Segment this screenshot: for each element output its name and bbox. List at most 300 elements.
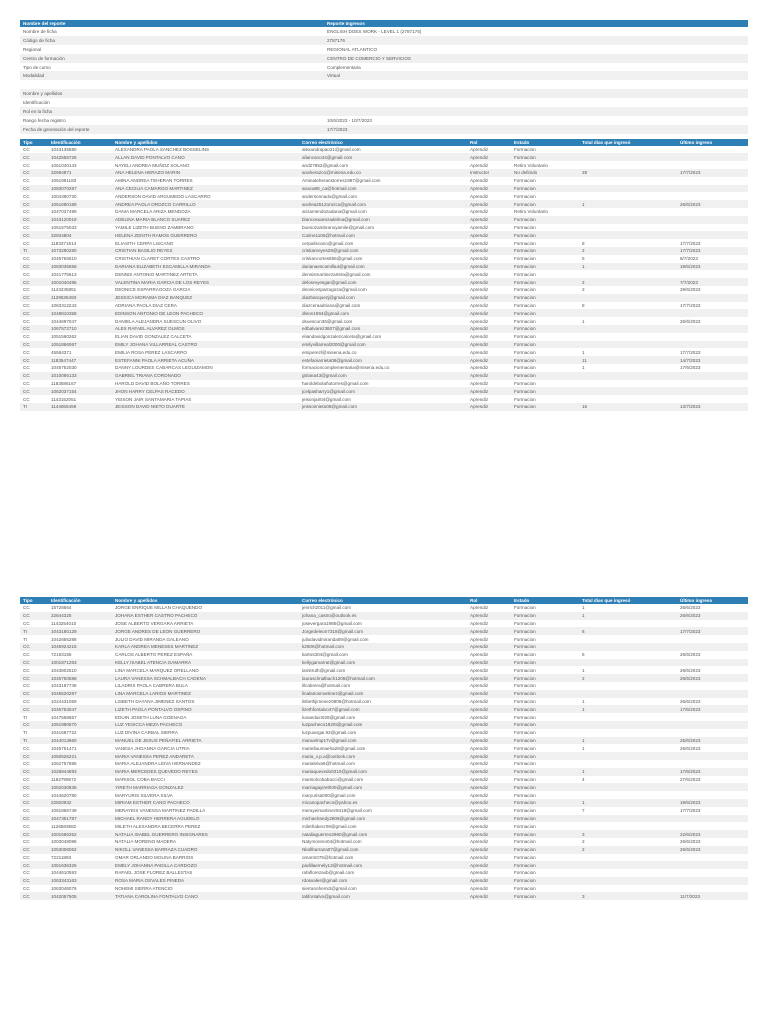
table-cell: 17/7/2023 — [680, 303, 701, 309]
table-cell: 1045765610 — [51, 256, 77, 262]
table-cell — [579, 760, 677, 768]
table-cell: Aprendiz — [467, 372, 511, 380]
table-cell: 3 — [579, 830, 677, 838]
table-cell: MARIA ALEJANDRA LEIVA HERNANDEZ — [115, 761, 201, 767]
table-cell: CC — [20, 674, 48, 682]
table-cell: HELENA ZENITH RAMOS GUERRERO — [112, 231, 299, 239]
table-cell: Formacion — [514, 193, 536, 199]
table-cell: 7/7/2023 — [677, 278, 748, 286]
table-cell: Aprendiz — [467, 846, 511, 854]
table-cell: anaherazo1@misena.edu.co — [299, 169, 467, 177]
table-cell: 1144065459 — [48, 403, 112, 411]
table-cell: Aprendiz — [470, 240, 489, 246]
table-cell: CC — [23, 380, 30, 386]
table-cell: 26/6/2023 — [680, 698, 701, 704]
table-cell: Aprendiz — [467, 861, 511, 869]
table-row — [20, 153, 748, 161]
table-cell — [677, 620, 748, 628]
table-cell: LINA MARCELA LARIOS MARTINEZ — [112, 690, 299, 698]
table-cell: Formacion — [511, 294, 579, 302]
table-cell: CC — [23, 147, 30, 153]
table-cell: DENNIS ANTONIO MARTINEZ ARTETA — [115, 271, 198, 277]
table-cell: DANIELA ALEJANDRA SUESCUN OLIVO — [115, 318, 202, 324]
table-cell: 1063312243 — [51, 303, 77, 309]
table-cell — [677, 294, 748, 302]
table-cell: anaca88_ca@hotmail.com — [299, 185, 467, 193]
table-cell: CC — [20, 341, 48, 349]
table-cell: 17/7/2023 — [677, 169, 748, 177]
table-cell: 1 — [582, 745, 585, 751]
table-cell: luzpuangai.93@gmail.com — [302, 730, 357, 736]
table-cell: DANNY LOURDES CABARCAS LEGUIZAMON — [115, 365, 213, 371]
table-row — [20, 403, 748, 411]
table-cell: CC — [20, 185, 48, 193]
meta-value: Complementaria — [327, 64, 361, 70]
table-cell: Aprendiz — [467, 356, 511, 364]
table-cell: 1062757685 — [51, 761, 77, 767]
table-row — [20, 192, 748, 200]
table-cell: Aprendiz — [467, 737, 511, 745]
table-cell: Formacion — [514, 730, 536, 736]
table-row — [20, 838, 748, 846]
table-cell: 19/6/2023 — [677, 263, 748, 271]
table-cell: marriagayireth00@gmail.com — [299, 783, 467, 791]
table-cell: 1183547447 — [48, 356, 112, 364]
table-cell: 26/6/2023 — [680, 667, 701, 673]
table-cell: Formacion — [514, 287, 536, 293]
table-cell: 1026844893 — [48, 768, 112, 776]
table-cell: josevergara1985@gmail.com — [302, 620, 362, 626]
table-cell — [579, 177, 677, 185]
table-row — [20, 380, 748, 388]
table-cell: Aprendiz — [470, 792, 489, 798]
table-row — [20, 278, 748, 286]
column-header: Último ingreso — [677, 597, 748, 604]
table-cell: JORGE ENRIQUE MILLAN CHAQUENDO — [115, 605, 203, 611]
table-cell: YEISON JAIR SANTAMARIA TAPIAS — [115, 396, 192, 402]
table-cell — [677, 387, 748, 395]
table-cell: Aprendiz — [470, 287, 489, 293]
table-cell — [677, 854, 748, 862]
table-cell — [579, 294, 677, 302]
table-cell: Aprendiz — [467, 721, 511, 729]
table-cell: Aprendiz — [470, 178, 489, 184]
table-row — [20, 208, 748, 216]
table-cell: luzpacheco1820t@gmail.com — [299, 721, 467, 729]
meta-label: Código de ficha — [23, 37, 55, 43]
table-cell: Aprendiz — [470, 652, 489, 658]
table-cell: cerpaliscano@gmail.com — [302, 240, 354, 246]
table-row — [20, 255, 748, 263]
table-cell: Natymoreno04@hotmail.com — [302, 839, 362, 845]
table-cell: ANDREA PAOLA OROZCO CARRILLO — [112, 200, 299, 208]
table-cell — [677, 729, 748, 737]
table-cell: Aprendiz — [470, 605, 489, 611]
table-cell: 8/7/2023 — [680, 256, 698, 262]
table-cell: mariellaumaeha28@gmail.com — [302, 745, 366, 751]
table-cell: CC — [20, 216, 48, 224]
table-cell: CC — [20, 690, 48, 698]
column-header: Tipo — [20, 597, 48, 604]
table-cell: 1051866067 — [48, 341, 112, 349]
table-cell: YAMILE LIZETH BUENO ZAMBRANO — [115, 225, 194, 231]
table-cell: Formacion — [511, 674, 579, 682]
table-cell: Formacion — [514, 792, 536, 798]
table-cell: Formacion — [511, 325, 579, 333]
table-cell: DARIANA ELIZABETH ESCAMILLA MIRANDA — [112, 263, 299, 271]
table-cell: 1051866749 — [51, 808, 77, 814]
table-cell: andrea2512orozco@gmail.com — [299, 200, 467, 208]
table-row — [20, 659, 748, 667]
table-cell: Aprendiz — [467, 294, 511, 302]
table-cell: 26/6/2023 — [677, 846, 748, 854]
table-row — [20, 177, 748, 185]
table-row — [20, 768, 748, 776]
table-cell: maria_v.p.a@outlook.com — [299, 752, 467, 760]
table-cell: 26/6/2023 — [680, 745, 701, 751]
table-cell: Aminateheranstorres1987@gmail.com — [302, 178, 381, 184]
table-row — [20, 690, 748, 698]
table-cell: EMILY JOHANA VILLARREAL CASTRO — [112, 341, 299, 349]
table-cell: MARISOL COBA BACCI — [115, 776, 165, 782]
table-cell: MANUEL DE JESUS PEÑAFIEL ARRIETA — [112, 737, 299, 745]
table-cell: gtriana43@gmail.com — [299, 372, 467, 380]
table-cell — [677, 380, 748, 388]
table-cell: 1045753047 — [48, 705, 112, 713]
table-cell: Aprendiz — [467, 341, 511, 349]
table-cell: alexandrapao21@gmail.com — [302, 147, 361, 153]
table-cell: JESSICA MORAIMA DIAZ BANQUEZ — [112, 294, 299, 302]
table-cell: Formacion — [511, 372, 579, 380]
table-cell: CC — [20, 799, 48, 807]
table-cell: arizamendozadana@gmail.com — [302, 209, 367, 215]
table-cell: Formacion — [511, 799, 579, 807]
table-cell: CC — [23, 396, 30, 402]
table-cell: Aprendiz — [470, 349, 489, 355]
table-cell: LUZ DIVINA CARBAL SIERRA — [115, 730, 178, 736]
table-cell: 13/7/2023 — [677, 403, 748, 411]
table-cell: marisolcobabacci@gmail.com — [302, 776, 364, 782]
table-cell: Aprendiz — [470, 730, 489, 736]
table-cell: 26/6/2023 — [677, 200, 748, 208]
table-cell: kellygamarrat@gmail.com — [299, 659, 467, 667]
report-meta-block — [20, 27, 748, 134]
table-cell: CC — [23, 162, 30, 168]
meta-value: CENTRO DE COMERCIO Y SERVICIOS — [327, 55, 411, 61]
table-cell: Aprendiz — [467, 278, 511, 286]
table-cell: linalariosmartinez@gmail.com — [299, 690, 467, 698]
table-cell: Aprendiz — [467, 799, 511, 807]
table-cell: ALEXANDRA PAOLA SANCHEZ BOSSELINS — [115, 147, 210, 153]
table-cell: CC — [20, 783, 48, 791]
table-cell: VANESA JHOANNA GARCIA UTRIA — [115, 745, 190, 751]
table-cell: CRISTHIAN CLARET CORTES CASTRO — [115, 256, 200, 262]
table-cell: CARLOS ALBERTO PEREZ ESPAÑA — [115, 652, 193, 658]
table-cell: lamitruth@gmail.com — [302, 667, 346, 673]
table-cell: CC — [23, 209, 30, 215]
table-cell: Formacion — [511, 153, 579, 161]
table-cell: CC — [20, 768, 48, 776]
table-cell: Formacion — [514, 667, 536, 673]
table-cell: blancosuarezadelina@gmail.com — [299, 216, 467, 224]
table-cell: jeissonnieto08@gmail.com — [299, 403, 467, 411]
table-cell: edbalvarez3607@gmail.com — [299, 325, 467, 333]
table-cell: 25/6/2023 — [677, 737, 748, 745]
column-header: Rol — [467, 597, 511, 604]
table-cell: CC — [20, 861, 48, 869]
table-cell — [677, 192, 748, 200]
table-cell: Aprendiz — [470, 271, 489, 277]
table-cell: Aprendiz — [470, 636, 489, 642]
table-cell: Aprendiz — [467, 153, 511, 161]
table-cell: and27852@gmail.com — [302, 162, 349, 168]
report-header-bar — [20, 20, 748, 27]
table-cell: Formacion — [514, 605, 536, 611]
table-row — [20, 161, 748, 169]
table-row — [20, 270, 748, 278]
table-cell: Aprendiz — [470, 365, 489, 371]
table-cell — [677, 325, 748, 333]
meta-value: 10/6/2023 - 10/7/2023 — [327, 117, 372, 123]
table-cell — [579, 783, 677, 791]
table-cell: Aprendiz — [470, 318, 489, 324]
table-cell: Formacion — [514, 745, 536, 751]
table-row — [20, 885, 748, 893]
column-header: Correo electrónico — [299, 597, 467, 604]
table-cell — [677, 815, 748, 823]
table-cell: Aprendiz — [467, 185, 511, 193]
table-cell: Formacion — [511, 341, 579, 349]
table-row — [20, 395, 748, 403]
table-cell: Aprendiz — [467, 659, 511, 667]
table-cell: NATALIA MORENO MADERA — [115, 839, 177, 845]
table-cell — [677, 208, 748, 216]
table-cell: 7 — [582, 808, 585, 814]
table-cell: 1041687722 — [51, 730, 77, 736]
table-row — [20, 721, 748, 729]
table-cell — [677, 224, 748, 232]
table-row — [20, 286, 748, 294]
meta-value: ENGLISH DOES WORK - LEVEL 1 (2787176) — [327, 28, 422, 34]
table-row — [20, 325, 748, 333]
table-cell — [579, 620, 677, 628]
meta-label: Fecha de generación del reporte — [23, 126, 90, 132]
table-cell — [579, 192, 677, 200]
table-cell — [677, 877, 748, 885]
column-header: Estado — [511, 597, 579, 604]
table-cell: CC — [23, 178, 30, 184]
table-cell: TATIANA CAROLINA FONTALVO CANO — [112, 892, 299, 900]
table-cell: dennismartinezarteta@gmail.com — [302, 271, 371, 277]
report-meta-row — [20, 125, 748, 134]
table-cell: Formacion — [511, 387, 579, 395]
table-cell: Formacion — [514, 303, 536, 309]
table-cell: ESTEFANNI PAOLA ARRIETA ACUÑA — [112, 356, 299, 364]
column-header: Estado — [511, 139, 579, 146]
table-row — [20, 791, 748, 799]
table-cell — [677, 231, 748, 239]
table-cell: buenozambranoyamile@gmail.com — [302, 225, 375, 231]
table-cell — [677, 309, 748, 317]
table-cell: CC — [23, 745, 30, 751]
table-cell: Formacion — [511, 861, 579, 869]
table-cell: CC — [20, 815, 48, 823]
table-cell: NOHEMI SIERRA ATENCIO — [115, 886, 173, 892]
table-cell: micanopacheco@yahoo.es — [299, 799, 467, 807]
meta-label: Tipo de curso — [23, 64, 51, 70]
table-cell: diazbanquezj@gmail.com — [299, 294, 467, 302]
table-row — [20, 620, 748, 628]
table-cell: 1062037154 — [48, 387, 112, 395]
table-cell: jeisonjair04@gmail.com — [302, 396, 351, 402]
table-cell: emilyvillarreal2000@gmail.com — [299, 341, 467, 349]
table-cell: LUZ YESICCA MEZA PACHECO — [112, 721, 299, 729]
table-cell — [677, 185, 748, 193]
table-cell: 17/7/2023 — [680, 349, 701, 355]
table-row — [20, 146, 748, 154]
table-cell: k2506@hotmail.com — [299, 643, 467, 651]
table-cell: Aprendiz — [470, 714, 489, 720]
table-cell: LAURA VANESSA SCHMALBACH CADENA — [112, 674, 299, 682]
table-cell: 32694871 — [48, 169, 112, 177]
table-cell: 1053006062 — [48, 846, 112, 854]
table-cell: Formacion — [511, 783, 579, 791]
table-cell: Aprendiz — [470, 256, 489, 262]
table-cell — [677, 333, 748, 341]
table-cell: NAYELI ANDREA MUÑOZ SOLANO — [115, 162, 190, 168]
meta-value: REGIONAL ATLANTICO — [327, 46, 378, 52]
table-cell: 28 — [579, 169, 677, 177]
table-cell: 1042057505 — [48, 892, 112, 900]
table-cell: Aprendiz — [470, 209, 489, 215]
table-cell: Formacion — [514, 380, 536, 386]
table-cell — [579, 395, 677, 403]
table-cell: Aprendiz — [467, 674, 511, 682]
table-cell: 26/6/2023 — [680, 652, 701, 658]
meta-value: 17/7/2023 — [327, 126, 348, 132]
table-cell: 1183586167 — [51, 380, 77, 386]
table-cell: CC — [23, 318, 30, 324]
table-cell — [579, 372, 677, 380]
table-cell — [677, 861, 748, 869]
table-row — [20, 674, 748, 682]
table-cell: Formacion — [511, 278, 579, 286]
table-cell: CC — [20, 721, 48, 729]
table-cell: 1043180129 — [48, 627, 112, 635]
table-cell: 1182799572 — [51, 776, 77, 782]
table-cell: CC — [23, 761, 30, 767]
table-cell: Formacion — [514, 652, 536, 658]
table-row — [20, 869, 748, 877]
table-cell: ALEX RAFAEL ALVAREZ OLMOS — [112, 325, 299, 333]
table-cell — [579, 231, 677, 239]
table-cell: Aprendiz — [467, 216, 511, 224]
table-cell: 1 — [579, 263, 677, 271]
table-cell: 1003048086 — [51, 839, 77, 845]
table-cell: nataliaguerreo2960@gmail.com — [299, 830, 467, 838]
table-cell: CC — [23, 193, 30, 199]
table-row — [20, 231, 748, 239]
table-cell — [579, 713, 677, 721]
table-cell: Formacion — [514, 349, 536, 355]
table-cell: 1044610593 — [51, 870, 77, 876]
table-cell — [579, 877, 677, 885]
meta-label: Nombre de ficha — [23, 28, 57, 34]
table-cell: rdosvales@gmail.com — [299, 877, 467, 885]
table-cell: 26/6/2023 — [680, 605, 701, 611]
table-cell — [579, 309, 677, 317]
table-cell: Aprendiz — [470, 683, 489, 689]
table-cell: CC — [23, 256, 30, 262]
column-header: Rol — [467, 139, 511, 146]
report-header-label: Nombre del reporte — [23, 21, 66, 26]
table-cell: 1043135580 — [51, 147, 77, 153]
table-cell: tatifontalvo@gmail.com — [299, 892, 467, 900]
table-row — [20, 744, 748, 752]
table-cell: Formacion — [514, 683, 536, 689]
table-cell — [579, 216, 677, 224]
table-row — [20, 317, 748, 325]
table-cell: 45584371 — [51, 349, 72, 355]
table-cell: YIRETH MARRIAGA GONZALEZ — [112, 783, 299, 791]
table-cell: Aprendiz — [467, 231, 511, 239]
table-row — [20, 846, 748, 854]
table-cell: 2 — [579, 278, 677, 286]
table-cell: Formacion — [514, 854, 536, 860]
table-cell: 2 — [582, 839, 585, 845]
table-cell: 1048810358 — [48, 309, 112, 317]
table-cell: 17/6/2023 — [680, 365, 701, 371]
table-cell: Formacion — [511, 263, 579, 271]
table-cell: Formacion — [514, 636, 536, 642]
table-row — [20, 263, 748, 271]
table-cell: diazceraadriana@gmail.com — [302, 303, 361, 309]
meta-label: Nombre y apellidos — [23, 91, 63, 97]
table-cell — [579, 815, 677, 823]
table-cell: 1004380730 — [51, 193, 77, 199]
table-cell: Formacion — [514, 823, 536, 829]
table-cell: CC — [23, 823, 30, 829]
table-cell: mariaquevedo0310@gmail.com — [299, 768, 467, 776]
table-cell: 1001566252 — [48, 830, 112, 838]
table-cell: cristianreyes28@gmail.com — [299, 247, 467, 255]
table-cell: 1143152051 — [51, 396, 77, 402]
table-cell: CC — [20, 231, 48, 239]
table-cell — [677, 752, 748, 760]
table-cell — [677, 153, 748, 161]
table-cell: Formacion — [511, 737, 579, 745]
table-cell: 26/6/2023 — [677, 674, 748, 682]
table-cell: Aprendiz — [470, 839, 489, 845]
table-cell: MARIA VANESSA PEREZ ANDARETA — [112, 752, 299, 760]
participants-table-2 — [20, 597, 748, 900]
meta-label: Modalidad — [23, 73, 45, 79]
table-row — [20, 185, 748, 193]
table-cell: Aprendiz — [470, 776, 489, 782]
table-cell: 22820932 — [48, 799, 112, 807]
table-cell: CC — [20, 325, 48, 333]
table-cell — [677, 760, 748, 768]
table-cell: 1044013660 — [48, 737, 112, 745]
table-cell: 26/6/2023 — [680, 839, 701, 845]
table-cell: 5 — [582, 256, 585, 262]
table-cell: 11/7/2023 — [677, 892, 748, 900]
report-meta-row — [20, 98, 748, 107]
table-cell: 17/7/2023 — [677, 247, 748, 255]
table-row — [20, 737, 748, 745]
table-cell: 11 — [579, 356, 677, 364]
table-cell: padillaemely13@hotmail.com — [299, 861, 467, 869]
